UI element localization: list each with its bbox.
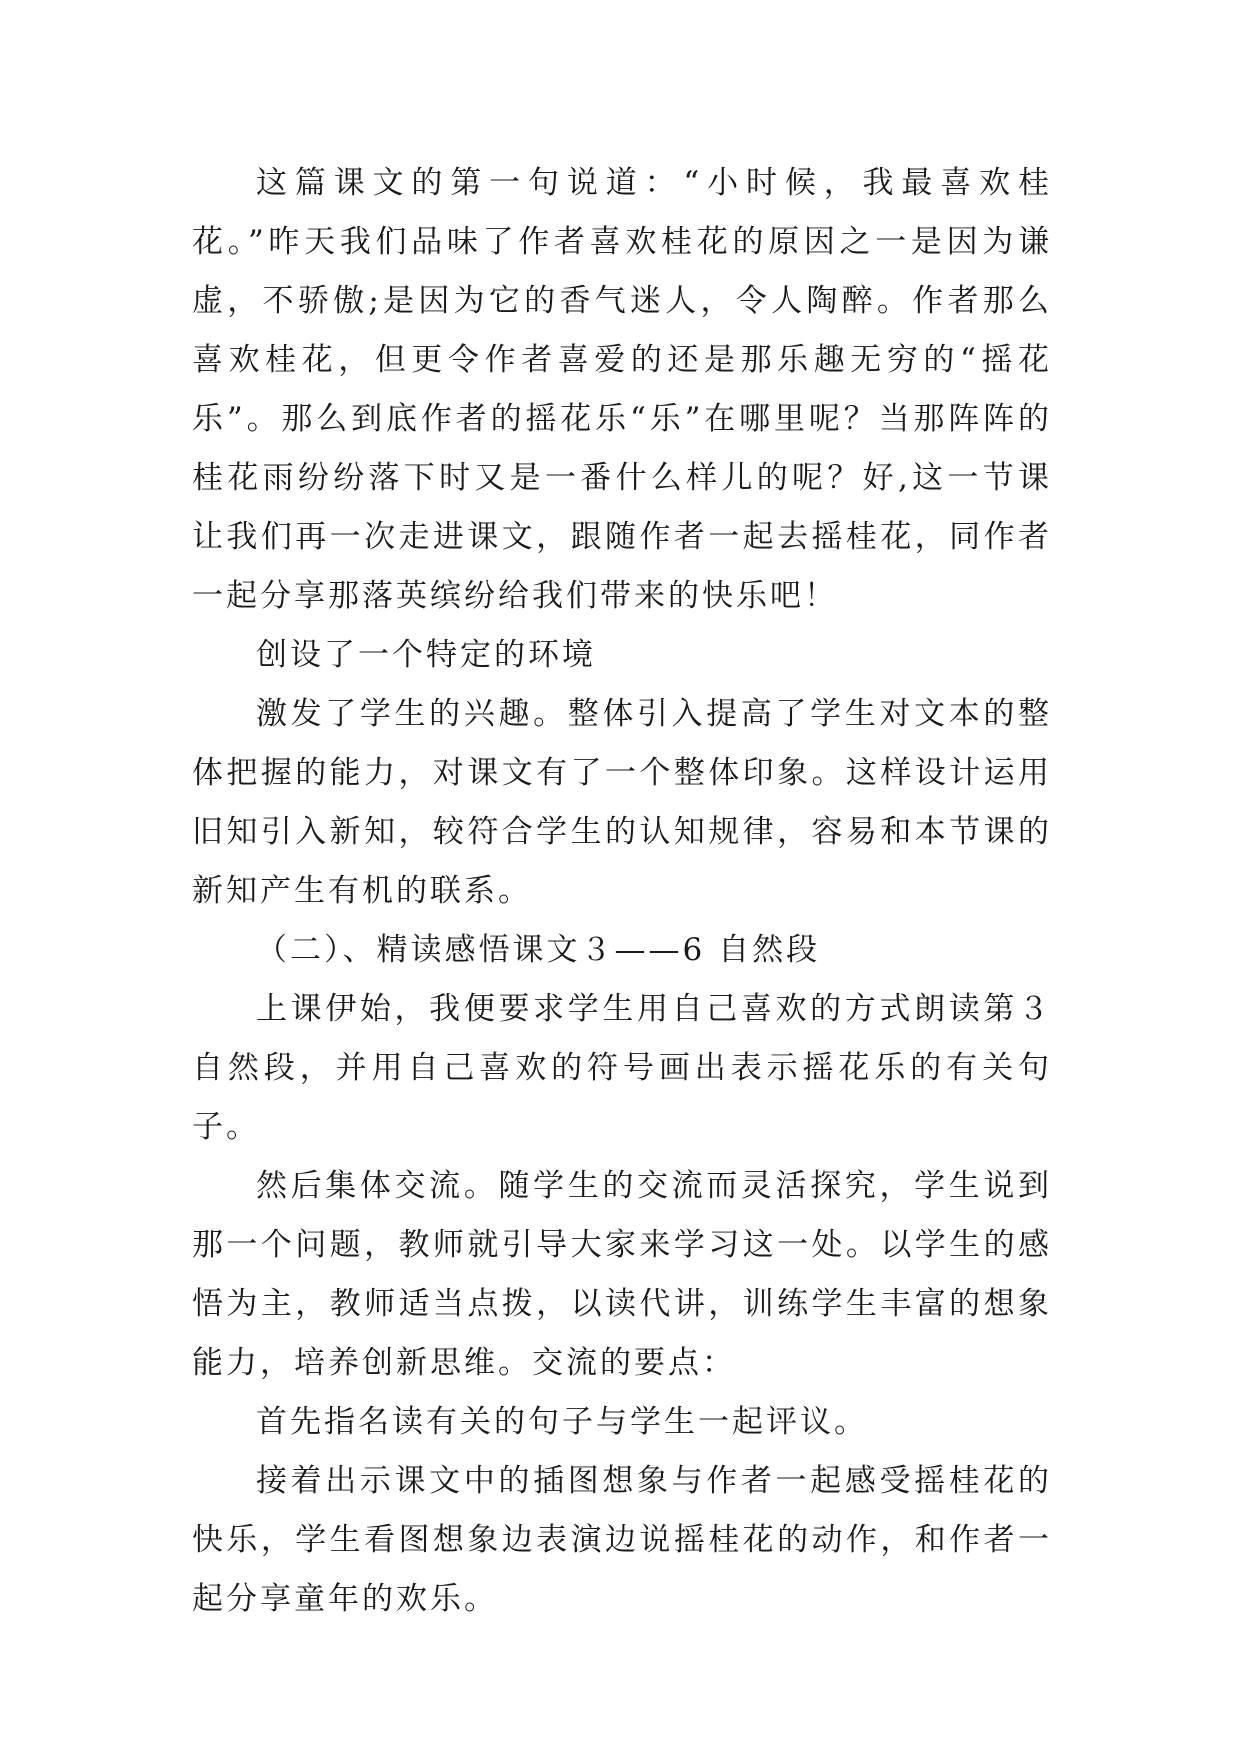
paragraph-reading: 上课伊始，我便要求学生用自己喜欢的方式朗读第３自然段，并用自己喜欢的符号画出表示摇花乐的有关句子。 [192,991,1052,1145]
paragraph-discussion: 然后集体交流。随学生的交流而灵活探究，学生说到那一个问题，教师就引导大家来学习这一处。以学生的感悟为主，教师适当点拨，以读代讲，训练学生丰富的想象能力，培养创新思维。交流的要点： [192,1168,1052,1381]
paragraph-intro: 这篇课文的第一句说道：“小时候，我最喜欢桂花。”昨天我们品味了作者喜欢桂花的原因之一是因为谦虚，不骄傲;是因为它的香气迷人，令人陶醉。作者那么喜欢桂花，但更令作者喜爱的还是那乐趣无穷的“摇花乐”。那么到底作者的摇花乐“乐”在哪里呢？当那阵阵的桂花雨纷纷落下时又是一番什么样儿的呢？好,这一节课让我们再一次走进课文，跟随作者一起去摇桂花，同作者一起分享那落英缤纷给我们带来的快乐吧！ [192,165,1052,614]
paragraph-illustration: 接着出示课文中的插图想象与作者一起感受摇桂花的快乐，学生看图想象边表演边说摇桂花的动作，和作者一起分享童年的欢乐。 [192,1463,1052,1617]
paragraph-environment: 创设了一个特定的环境 [256,637,596,673]
paragraph-interest: 激发了学生的兴趣。整体引入提高了学生对文本的整体把握的能力，对课文有了一个整体印象。这样设计运用旧知引入新知，较符合学生的认知规律，容易和本节课的新知产生有机的联系。 [192,696,1052,909]
section-heading: （二）、精读感悟课文３——6 自然段 [256,932,821,968]
paragraph-first: 首先指名读有关的句子与学生一起评议。 [256,1404,868,1440]
document-body [192,154,1052,1629]
